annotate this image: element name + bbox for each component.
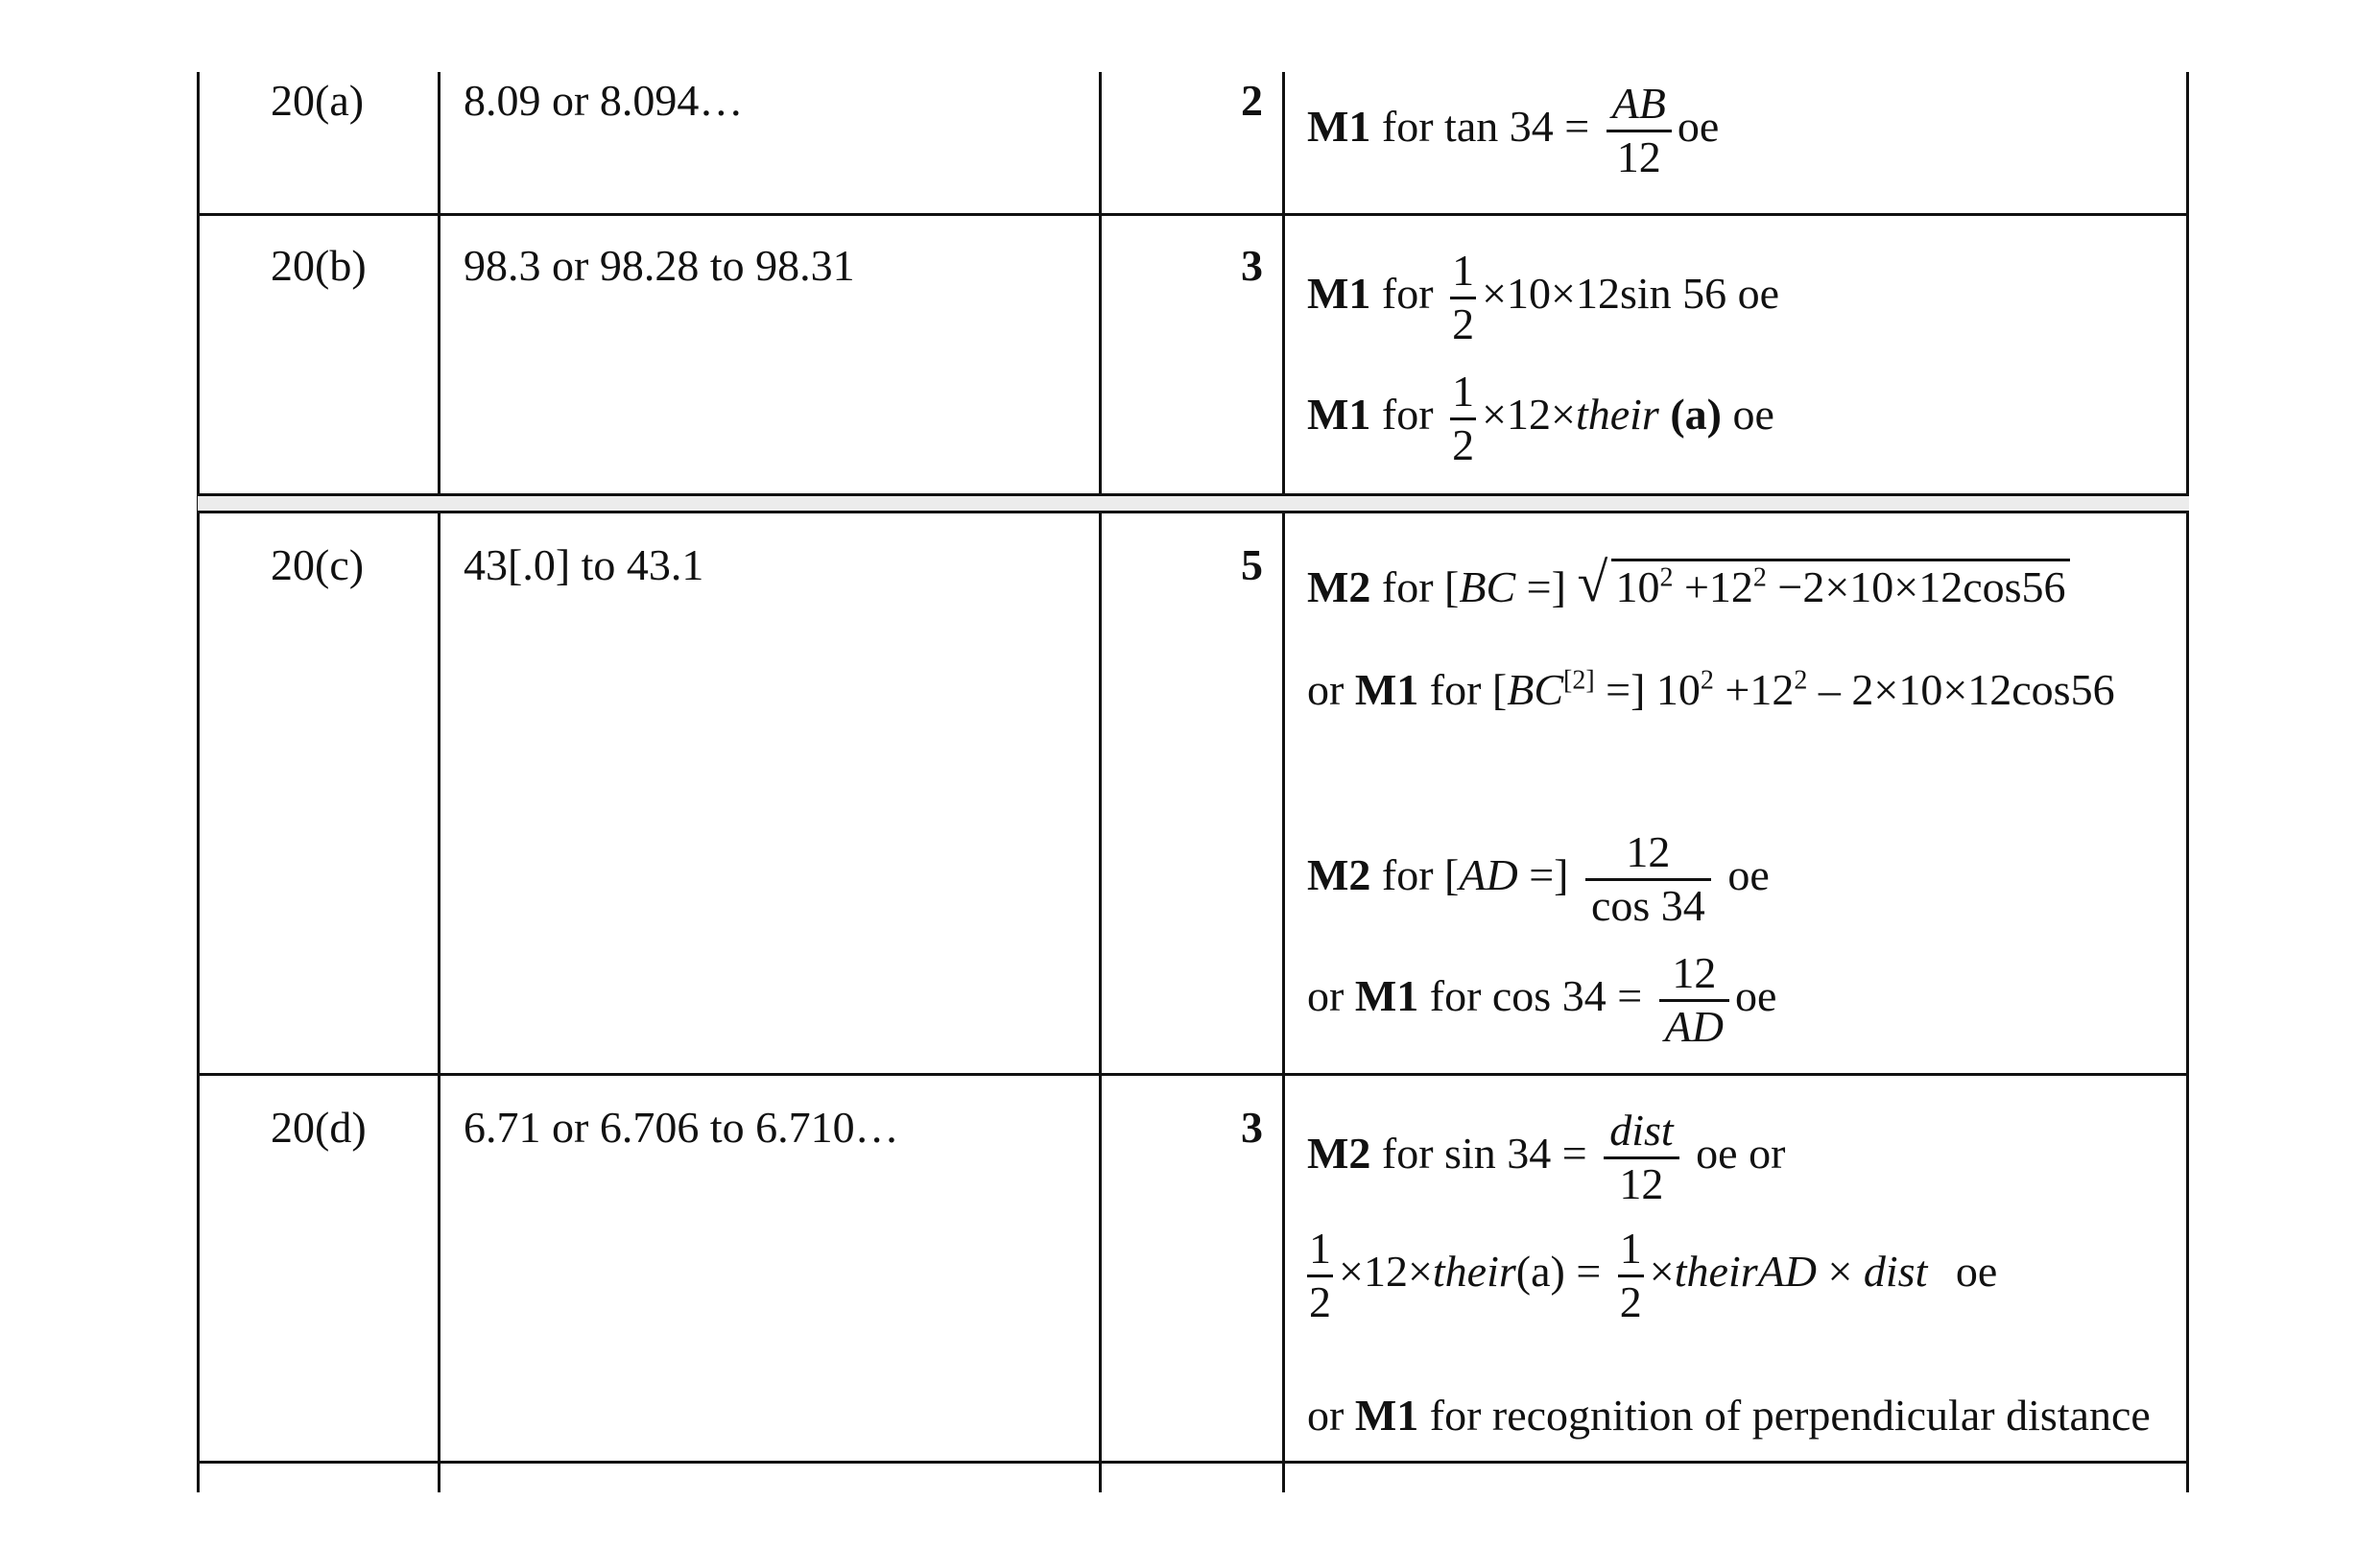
fraction-denominator: AD	[1664, 1001, 1724, 1051]
fraction	[1450, 246, 1476, 350]
fraction-denominator: cos 34	[1590, 880, 1705, 930]
mark-code: M1	[1354, 1391, 1419, 1440]
superscript: 2	[1700, 665, 1714, 696]
guidance-text: for tan 34 =	[1381, 101, 1590, 151]
answer-text: 8.09 or 8.094…	[464, 76, 744, 125]
table-border-right	[2186, 72, 2189, 1492]
guidance-line	[1307, 79, 1719, 183]
guidance-text: – 2×10×12cos56	[1807, 665, 2115, 714]
guidance-line	[1307, 1106, 1785, 1210]
guidance-text: =] 10	[1594, 665, 1701, 714]
column-divider	[1282, 72, 1285, 1492]
guidance-text: BC	[1459, 562, 1516, 611]
guidance-text: +12	[1713, 665, 1795, 714]
fraction-numerator: 1	[1450, 367, 1476, 420]
guidance-text: oe	[1677, 101, 1720, 151]
fraction-numerator: 1	[1618, 1224, 1644, 1277]
guidance-text: ×12×	[1339, 1246, 1433, 1296]
guidance-line	[1307, 367, 1774, 471]
guidance-text: AD	[1459, 849, 1518, 899]
marks-value: 5	[1241, 540, 1263, 589]
fraction-numerator: dist	[1604, 1106, 1678, 1159]
superscript: 2	[1794, 665, 1808, 696]
guidance-text: dist	[1863, 1246, 1928, 1296]
guidance-text: oe	[1955, 1246, 1998, 1296]
guidance-text: for [	[1429, 665, 1508, 714]
page-break-band	[198, 496, 2189, 511]
guidance-line	[1307, 827, 1770, 932]
mark-code: M2	[1307, 849, 1371, 899]
radicand	[1611, 559, 2069, 609]
guidance-text: =]	[1517, 849, 1569, 899]
fraction	[1307, 1224, 1333, 1328]
fraction-denominator: 12	[1619, 1158, 1664, 1208]
row-divider	[197, 1461, 2189, 1464]
fraction-numerator: 1	[1307, 1224, 1333, 1277]
guidance-text: for [	[1381, 849, 1460, 899]
guidance-text: oe	[1734, 970, 1777, 1020]
fraction	[1604, 1106, 1678, 1210]
fraction-numerator: 12	[1659, 948, 1729, 1002]
guidance-line	[1301, 1224, 1997, 1328]
mark-code: M1	[1354, 970, 1419, 1020]
guidance-text: their	[1575, 389, 1659, 439]
superscript: 2	[1659, 562, 1674, 593]
guidance-text: (a)	[1670, 389, 1722, 439]
column-divider	[1099, 72, 1102, 1492]
guidance-text: or	[1307, 970, 1345, 1020]
guidance-text: =	[1564, 1246, 1602, 1296]
marks-value: 2	[1241, 76, 1263, 125]
guidance-text: theirAD	[1674, 1246, 1817, 1296]
guidance-text: for [	[1381, 562, 1460, 611]
fraction	[1659, 948, 1729, 1053]
guidance-text: for recognition of perpendicular distance	[1429, 1391, 2151, 1440]
guidance-text: ×	[1816, 1246, 1864, 1296]
question-number: 20(d)	[271, 1103, 367, 1152]
guidance-text: ×	[1649, 1246, 1675, 1296]
table-border-left	[197, 72, 200, 1492]
question-number: 20(b)	[271, 241, 367, 290]
question-number: 20(a)	[271, 76, 365, 125]
guidance-text: or	[1307, 1391, 1345, 1440]
mark-code: M1	[1354, 665, 1419, 714]
guidance-text: 10	[1615, 562, 1660, 611]
guidance-text: for	[1381, 268, 1434, 318]
guidance-text: or	[1307, 665, 1345, 714]
guidance-line	[1307, 1391, 2151, 1440]
guidance-line	[1307, 246, 1779, 350]
guidance-text: oe or	[1696, 1128, 1786, 1178]
guidance-line	[1307, 948, 1776, 1053]
superscript: [2]	[1563, 665, 1595, 696]
answer-text: 6.71 or 6.706 to 6.710…	[464, 1103, 899, 1152]
fraction	[1618, 1224, 1644, 1328]
marks-value: 3	[1241, 241, 1263, 290]
row-divider	[197, 1073, 2189, 1076]
superscript: 2	[1752, 562, 1767, 593]
square-root	[1577, 551, 2069, 613]
fraction	[1606, 79, 1672, 183]
fraction-denominator: 2	[1309, 1276, 1331, 1326]
mark-code: M2	[1307, 1128, 1371, 1178]
guidance-text: BC	[1507, 665, 1563, 714]
fraction-numerator: AB	[1606, 79, 1672, 132]
guidance-text: oe	[1727, 849, 1770, 899]
guidance-line	[1307, 665, 2115, 714]
fraction-denominator: 2	[1452, 298, 1475, 348]
guidance-text: for cos 34 =	[1429, 970, 1643, 1020]
fraction	[1450, 367, 1476, 471]
guidance-text: (a)	[1515, 1246, 1565, 1296]
answer-text: 98.3 or 98.28 to 98.31	[464, 241, 855, 290]
mark-code: M1	[1307, 101, 1371, 151]
fraction	[1585, 827, 1711, 932]
guidance-text: =]	[1515, 562, 1566, 611]
guidance-text: ×12×	[1482, 389, 1576, 439]
mark-code: M1	[1307, 389, 1371, 439]
mark-code: M2	[1307, 562, 1371, 611]
guidance-text: +12	[1673, 562, 1753, 611]
question-number: 20(c)	[271, 540, 365, 589]
guidance-text: oe	[1732, 389, 1774, 439]
fraction-denominator: 2	[1452, 419, 1475, 469]
guidance-text: ×10×12sin 56 oe	[1482, 268, 1780, 318]
mark-code: M1	[1307, 268, 1371, 318]
guidance-line	[1307, 551, 2070, 613]
fraction-numerator: 12	[1585, 827, 1711, 881]
guidance-text: for sin 34 =	[1381, 1128, 1587, 1178]
radical-sign-icon: √	[1577, 551, 1608, 613]
column-divider	[438, 72, 440, 1492]
row-divider	[197, 213, 2189, 216]
guidance-text: −2×10×12cos56	[1766, 562, 2066, 611]
fraction-denominator: 12	[1616, 131, 1661, 181]
guidance-text: their	[1432, 1246, 1516, 1296]
fraction-denominator: 2	[1619, 1276, 1642, 1326]
fraction-numerator: 1	[1450, 246, 1476, 299]
guidance-text: for	[1381, 389, 1434, 439]
answer-text: 43[.0] to 43.1	[464, 540, 704, 589]
marks-value: 3	[1241, 1103, 1263, 1152]
row-divider	[197, 511, 2189, 513]
